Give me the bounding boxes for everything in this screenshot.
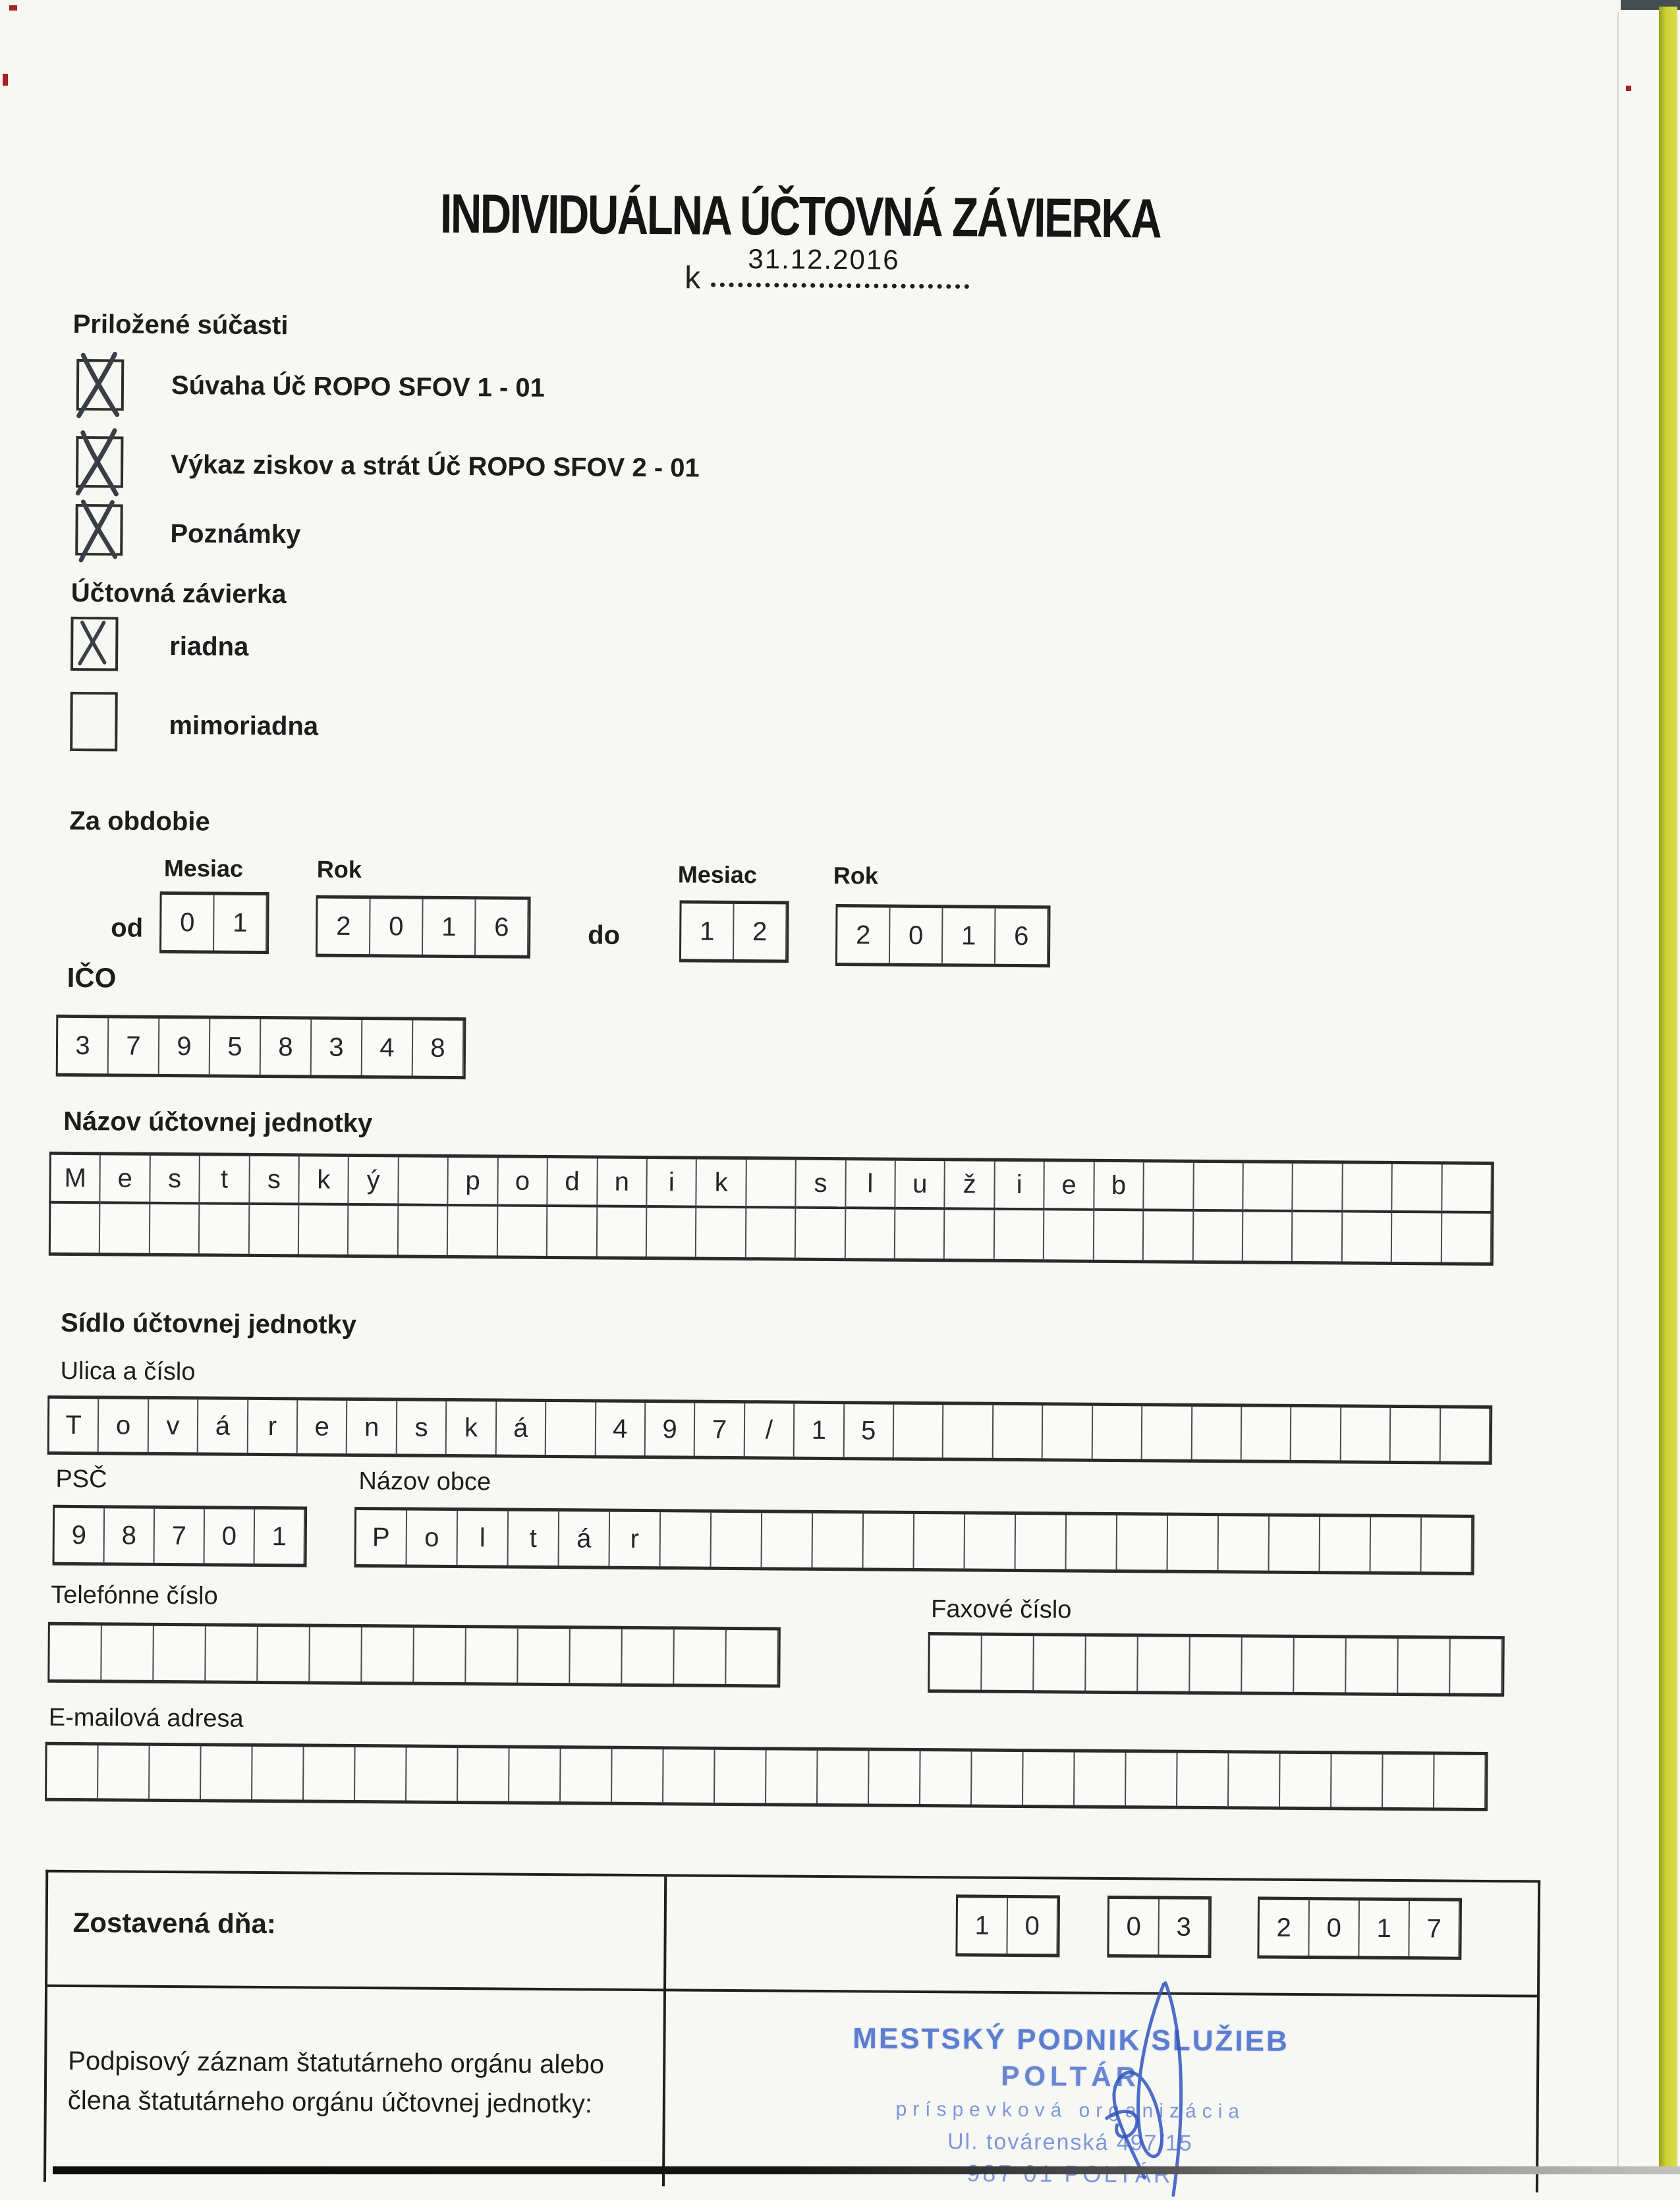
char-cell[interactable]: d <box>547 1158 598 1208</box>
char-cell[interactable]: ž <box>945 1161 995 1210</box>
char-cell[interactable]: 8 <box>105 1508 155 1563</box>
char-cell[interactable] <box>796 1209 846 1258</box>
char-cell[interactable] <box>994 1405 1044 1459</box>
char-cell[interactable]: 2 <box>837 907 891 963</box>
checkbox-riadna[interactable] <box>70 617 119 671</box>
dotted-line <box>711 275 969 289</box>
char-cell[interactable] <box>150 1204 200 1254</box>
char-cell[interactable] <box>1117 1515 1169 1570</box>
char-cell[interactable]: s <box>150 1156 200 1205</box>
as-of-date-value: 31.12.2016 <box>748 243 900 275</box>
char-cell[interactable] <box>869 1751 921 1804</box>
char-cell[interactable] <box>1168 1516 1219 1571</box>
char-cell[interactable] <box>355 1747 407 1801</box>
char-cell[interactable] <box>622 1629 675 1684</box>
table-row-separator <box>47 1985 1537 1998</box>
period-to-year-grid[interactable] <box>835 904 1051 967</box>
char-cell[interactable]: 8 <box>261 1019 312 1075</box>
char-cell[interactable] <box>945 1210 995 1259</box>
char-cell[interactable] <box>1392 1213 1442 1262</box>
char-cell[interactable] <box>252 1747 304 1800</box>
char-cell[interactable]: 0 <box>161 895 215 951</box>
compiled-month-grid[interactable] <box>1107 1896 1212 1958</box>
char-cell[interactable]: M <box>51 1155 101 1204</box>
x-mark-icon <box>71 353 130 418</box>
compiled-year-grid[interactable] <box>1257 1897 1462 1960</box>
stamp-city: POLTÁR <box>1001 2060 1141 2093</box>
street-grid[interactable] <box>47 1396 1493 1465</box>
char-cell[interactable] <box>1023 1752 1075 1805</box>
char-cell[interactable] <box>1421 1517 1472 1572</box>
char-cell[interactable]: 0 <box>1309 1900 1360 1956</box>
char-cell[interactable]: 1 <box>423 899 476 955</box>
char-cell[interactable]: á <box>198 1399 248 1453</box>
signature-label-line2: člena štatutárneho orgánu účtovnej jednotky: <box>67 2085 593 2119</box>
char-cell[interactable]: r <box>248 1400 298 1453</box>
char-cell[interactable]: 0 <box>890 908 943 964</box>
x-mark-icon <box>70 498 128 561</box>
scan-artifact-paper-edge-line <box>1617 12 1619 2174</box>
char-cell[interactable] <box>570 1629 623 1683</box>
char-cell[interactable] <box>1126 1753 1178 1806</box>
attachments-heading: Priložené súčasti <box>72 309 289 341</box>
char-cell[interactable]: T <box>49 1399 99 1452</box>
char-cell[interactable] <box>1177 1753 1229 1807</box>
char-cell[interactable] <box>406 1748 459 1801</box>
ico-grid[interactable] <box>56 1015 466 1079</box>
char-cell[interactable] <box>47 1745 99 1799</box>
char-cell[interactable]: t <box>509 1511 560 1566</box>
char-cell[interactable] <box>1192 1407 1242 1460</box>
char-cell[interactable]: P <box>356 1510 408 1565</box>
char-cell[interactable] <box>200 1204 250 1254</box>
scan-artifact-red-dot <box>3 74 8 86</box>
char-cell[interactable]: 6 <box>476 899 529 955</box>
zip-grid[interactable] <box>53 1505 308 1567</box>
period-to-label: do <box>588 920 621 950</box>
char-cell[interactable] <box>661 1512 712 1567</box>
scan-artifact-yellow-edge <box>1659 7 1677 2174</box>
char-cell[interactable] <box>1016 1515 1067 1569</box>
char-cell[interactable] <box>766 1750 818 1803</box>
page-title: INDIVIDUÁLNA ÚČTOVNÁ ZÁVIERKA <box>439 182 1161 250</box>
char-cell[interactable] <box>98 1745 150 1799</box>
char-cell[interactable]: o <box>99 1399 149 1452</box>
char-cell[interactable]: 1 <box>957 1898 1008 1954</box>
char-cell[interactable] <box>349 1206 399 1255</box>
char-cell[interactable] <box>845 1209 895 1258</box>
period-from-month-grid[interactable] <box>159 891 269 954</box>
char-cell[interactable] <box>1075 1753 1127 1806</box>
char-cell[interactable]: 7 <box>695 1403 745 1457</box>
char-cell[interactable]: v <box>149 1399 199 1453</box>
char-cell[interactable]: e <box>101 1155 151 1204</box>
char-cell[interactable] <box>1434 1755 1486 1808</box>
char-cell[interactable] <box>920 1751 972 1805</box>
char-cell[interactable]: 2 <box>1259 1900 1310 1956</box>
char-cell[interactable] <box>818 1751 870 1804</box>
period-to-month-grid[interactable] <box>679 900 789 963</box>
stamp-company-name: MESTSKÝ PODNIK SLUŽIEB <box>853 2022 1289 2058</box>
period-from-label: od <box>111 913 144 943</box>
fax-label: Faxové číslo <box>930 1595 1072 1624</box>
char-cell[interactable] <box>458 1748 510 1801</box>
char-cell[interactable]: 3 <box>312 1019 363 1075</box>
char-cell[interactable]: i <box>995 1162 1045 1211</box>
char-cell[interactable] <box>612 1749 664 1803</box>
char-cell[interactable]: o <box>407 1511 459 1565</box>
char-cell[interactable]: e <box>298 1400 348 1453</box>
checkbox-suvaha[interactable] <box>76 359 125 411</box>
char-cell[interactable] <box>647 1208 697 1257</box>
attachment-label-poznamky: Poznámky <box>170 519 301 550</box>
char-cell[interactable] <box>726 1630 779 1685</box>
char-cell[interactable] <box>249 1205 299 1255</box>
char-cell[interactable]: l <box>846 1160 896 1210</box>
char-cell[interactable] <box>1391 1408 1441 1461</box>
char-cell[interactable] <box>399 1157 449 1206</box>
char-cell[interactable] <box>1243 1212 1293 1261</box>
char-cell[interactable] <box>1341 1407 1391 1461</box>
char-cell[interactable] <box>51 1204 101 1253</box>
char-cell[interactable] <box>206 1626 258 1681</box>
handwritten-signature <box>1027 1978 1266 2197</box>
char-cell[interactable]: t <box>200 1156 250 1205</box>
char-cell[interactable]: s <box>797 1160 847 1210</box>
scan-artifact-red-dot <box>1626 86 1631 91</box>
char-cell[interactable] <box>100 1204 150 1253</box>
char-cell[interactable] <box>101 1625 154 1680</box>
date-with-dots <box>711 243 969 289</box>
char-cell[interactable] <box>299 1205 349 1255</box>
char-cell[interactable] <box>1218 1516 1270 1571</box>
signature-label-line1: Podpisový záznam štatutárneho orgánu alebo <box>68 2046 605 2079</box>
char-cell[interactable] <box>561 1749 613 1802</box>
char-cell[interactable] <box>448 1206 498 1256</box>
char-cell[interactable]: s <box>397 1401 447 1454</box>
char-cell[interactable] <box>258 1627 310 1681</box>
city-label: Názov obce <box>358 1467 491 1496</box>
char-cell[interactable] <box>813 1513 864 1568</box>
char-cell[interactable] <box>509 1749 561 1802</box>
char-cell[interactable]: u <box>895 1161 945 1210</box>
char-cell[interactable]: á <box>496 1401 546 1455</box>
char-cell[interactable] <box>663 1749 715 1803</box>
char-cell[interactable] <box>362 1627 414 1682</box>
stamp-org-type: príspevková organizácia <box>895 2098 1246 2123</box>
char-cell[interactable]: b <box>1094 1162 1144 1212</box>
char-cell[interactable] <box>864 1513 915 1568</box>
date-prefix: k <box>684 260 701 296</box>
char-cell[interactable] <box>150 1746 202 1799</box>
char-cell[interactable] <box>1144 1162 1194 1212</box>
char-cell[interactable]: l <box>458 1511 509 1565</box>
char-cell[interactable] <box>895 1210 945 1259</box>
char-cell[interactable] <box>1094 1211 1144 1260</box>
char-cell[interactable] <box>930 1635 982 1690</box>
char-cell[interactable]: / <box>744 1403 795 1457</box>
char-cell[interactable]: 3 <box>1159 1900 1210 1956</box>
char-cell[interactable]: 0 <box>1109 1899 1160 1955</box>
compiled-day-grid[interactable] <box>955 1894 1060 1957</box>
char-cell[interactable]: á <box>559 1511 611 1566</box>
char-cell[interactable] <box>597 1208 647 1257</box>
ico-label: IČO <box>67 961 117 994</box>
char-cell[interactable] <box>696 1208 746 1258</box>
char-cell[interactable]: 9 <box>646 1403 696 1456</box>
char-cell[interactable] <box>1440 1408 1490 1461</box>
period-from-year-grid[interactable] <box>316 895 531 959</box>
char-cell[interactable]: 4 <box>596 1403 646 1456</box>
signature-table <box>43 1870 1540 2193</box>
char-cell[interactable] <box>715 1750 767 1803</box>
char-cell[interactable] <box>310 1627 362 1682</box>
char-cell[interactable]: r <box>610 1512 661 1567</box>
char-cell[interactable]: 7 <box>1409 1901 1460 1957</box>
char-cell[interactable] <box>1294 1638 1347 1693</box>
char-cell[interactable] <box>1343 1164 1393 1213</box>
char-cell[interactable] <box>498 1206 548 1256</box>
char-cell[interactable]: 1 <box>681 903 735 959</box>
char-cell[interactable]: 3 <box>58 1018 109 1074</box>
char-cell[interactable]: 1 <box>943 908 996 964</box>
char-cell[interactable]: 7 <box>109 1018 160 1074</box>
x-mark-icon <box>69 428 130 496</box>
char-cell[interactable] <box>674 1629 727 1684</box>
stamp-street: Ul. továrenská 497/15 <box>947 2129 1193 2156</box>
table-divider <box>662 1876 667 2186</box>
char-cell[interactable]: n <box>598 1159 648 1208</box>
char-cell[interactable] <box>1370 1517 1422 1572</box>
char-cell[interactable]: 4 <box>362 1020 414 1076</box>
checkbox-vykaz[interactable] <box>76 436 124 488</box>
char-cell[interactable] <box>1331 1754 1384 1807</box>
char-cell[interactable] <box>1392 1164 1442 1214</box>
char-cell[interactable] <box>1346 1638 1399 1693</box>
phone-label: Telefónne číslo <box>51 1581 218 1610</box>
city-grid[interactable] <box>354 1507 1474 1575</box>
period-to-month-label: Mesiac <box>677 860 758 889</box>
char-cell[interactable] <box>154 1626 206 1681</box>
char-cell[interactable] <box>1343 1212 1393 1262</box>
char-cell[interactable] <box>1138 1637 1190 1691</box>
closing-type-label-mimoriadna: mimoriadna <box>169 710 319 741</box>
title-block <box>326 181 1275 252</box>
x-mark-icon <box>72 617 117 668</box>
char-cell[interactable] <box>1242 1637 1295 1692</box>
char-cell[interactable] <box>1043 1405 1093 1459</box>
char-cell[interactable] <box>1229 1753 1281 1807</box>
char-cell[interactable]: o <box>498 1158 548 1207</box>
as-of-date-block <box>684 242 969 296</box>
char-cell[interactable] <box>995 1210 1045 1260</box>
char-cell[interactable] <box>1044 1210 1094 1260</box>
char-cell[interactable]: 2 <box>318 899 371 955</box>
char-cell[interactable] <box>1034 1636 1086 1691</box>
email-label: E-mailová adresa <box>48 1703 244 1733</box>
char-cell[interactable] <box>1442 1164 1492 1214</box>
char-cell[interactable] <box>547 1207 598 1256</box>
char-cell[interactable] <box>304 1747 356 1800</box>
char-cell[interactable]: 1 <box>1359 1901 1410 1957</box>
compiled-date-label: Zostavená dňa: <box>72 1906 276 1940</box>
zip-label: PSČ <box>55 1465 107 1494</box>
entity-name-grid[interactable] <box>49 1152 1494 1266</box>
char-cell[interactable]: k <box>299 1156 349 1206</box>
char-cell[interactable] <box>972 1752 1024 1805</box>
char-cell[interactable] <box>49 1625 102 1680</box>
char-cell[interactable] <box>762 1513 814 1567</box>
char-cell[interactable] <box>1269 1517 1320 1571</box>
char-cell[interactable]: e <box>1045 1162 1095 1211</box>
char-cell[interactable] <box>1144 1211 1194 1260</box>
char-cell[interactable]: 6 <box>995 909 1049 965</box>
char-cell[interactable] <box>1193 1212 1243 1261</box>
char-cell[interactable] <box>894 1405 944 1458</box>
char-cell[interactable] <box>1194 1163 1244 1212</box>
char-cell[interactable]: 0 <box>370 899 424 955</box>
char-cell[interactable] <box>399 1206 449 1255</box>
char-cell[interactable]: 1 <box>255 1509 306 1564</box>
char-cell[interactable]: 9 <box>159 1019 211 1075</box>
char-cell[interactable] <box>1293 1212 1343 1262</box>
char-cell[interactable] <box>1442 1213 1492 1262</box>
char-cell[interactable] <box>546 1402 596 1455</box>
char-cell[interactable] <box>466 1628 518 1683</box>
char-cell[interactable]: 9 <box>55 1508 105 1563</box>
char-cell[interactable]: k <box>447 1401 497 1455</box>
char-cell[interactable]: 8 <box>413 1021 464 1077</box>
char-cell[interactable]: 7 <box>155 1509 206 1564</box>
scan-artifact-bottom-edge <box>53 2166 1680 2174</box>
scan-artifact-red-dot <box>9 5 17 11</box>
char-cell[interactable]: s <box>250 1156 300 1206</box>
email-grid[interactable] <box>45 1742 1488 1811</box>
attachment-label-vykaz: Výkaz ziskov a strát Úč ROPO SFOV 2 - 01 <box>171 449 700 483</box>
checkbox-poznamky[interactable] <box>75 504 123 556</box>
entity-name-label: Názov účtovnej jednotky <box>63 1106 373 1139</box>
char-cell[interactable]: 1 <box>214 895 267 951</box>
char-cell[interactable] <box>1320 1517 1371 1571</box>
char-cell[interactable]: ý <box>349 1157 399 1206</box>
char-cell[interactable] <box>1450 1639 1503 1694</box>
char-cell[interactable]: 0 <box>1007 1898 1058 1954</box>
char-cell[interactable] <box>414 1628 466 1683</box>
char-cell[interactable] <box>914 1514 966 1569</box>
char-cell[interactable] <box>1067 1515 1118 1570</box>
char-cell[interactable] <box>746 1160 797 1209</box>
char-cell[interactable]: n <box>347 1401 397 1454</box>
char-cell[interactable]: p <box>449 1158 499 1207</box>
char-cell[interactable] <box>1092 1406 1142 1459</box>
period-from-year-label: Rok <box>316 855 362 884</box>
char-cell[interactable] <box>746 1208 797 1258</box>
period-from-month-label: Mesiac <box>163 854 244 882</box>
char-cell[interactable] <box>518 1629 571 1683</box>
char-cell[interactable] <box>1383 1755 1435 1808</box>
char-cell[interactable] <box>1242 1407 1292 1460</box>
char-cell[interactable] <box>712 1513 763 1567</box>
fax-grid[interactable] <box>928 1632 1505 1697</box>
char-cell[interactable]: k <box>697 1160 747 1209</box>
char-cell[interactable] <box>982 1636 1034 1691</box>
char-cell[interactable] <box>1243 1163 1293 1212</box>
closing-type-label-riadna: riadna <box>169 631 249 662</box>
phone-grid[interactable] <box>47 1622 781 1688</box>
period-heading: Za obdobie <box>69 806 210 837</box>
checkbox-mimoriadna[interactable] <box>70 692 118 752</box>
closing-type-heading: Účtovná závierka <box>70 578 287 609</box>
char-cell[interactable] <box>1086 1637 1138 1691</box>
char-cell[interactable] <box>943 1405 994 1458</box>
street-label: Ulica a číslo <box>60 1357 196 1386</box>
char-cell[interactable] <box>1142 1406 1192 1459</box>
char-cell[interactable] <box>1291 1407 1341 1461</box>
char-cell[interactable]: 2 <box>734 904 787 960</box>
char-cell[interactable] <box>1280 1754 1332 1807</box>
char-cell[interactable]: 5 <box>210 1019 262 1075</box>
char-cell[interactable] <box>1293 1164 1343 1213</box>
char-cell[interactable]: 1 <box>795 1404 845 1457</box>
office-heading: Sídlo účtovnej jednotky <box>60 1308 357 1340</box>
char-cell[interactable] <box>1190 1637 1243 1692</box>
attachment-label-suvaha: Súvaha Úč ROPO SFOV 1 - 01 <box>171 370 546 403</box>
period-to-year-label: Rok <box>833 862 879 889</box>
char-cell[interactable]: 0 <box>205 1509 256 1564</box>
char-cell[interactable] <box>1398 1639 1451 1693</box>
char-cell[interactable] <box>201 1746 253 1799</box>
char-cell[interactable]: 5 <box>844 1404 894 1457</box>
char-cell[interactable]: i <box>647 1159 697 1208</box>
char-cell[interactable] <box>965 1514 1017 1569</box>
